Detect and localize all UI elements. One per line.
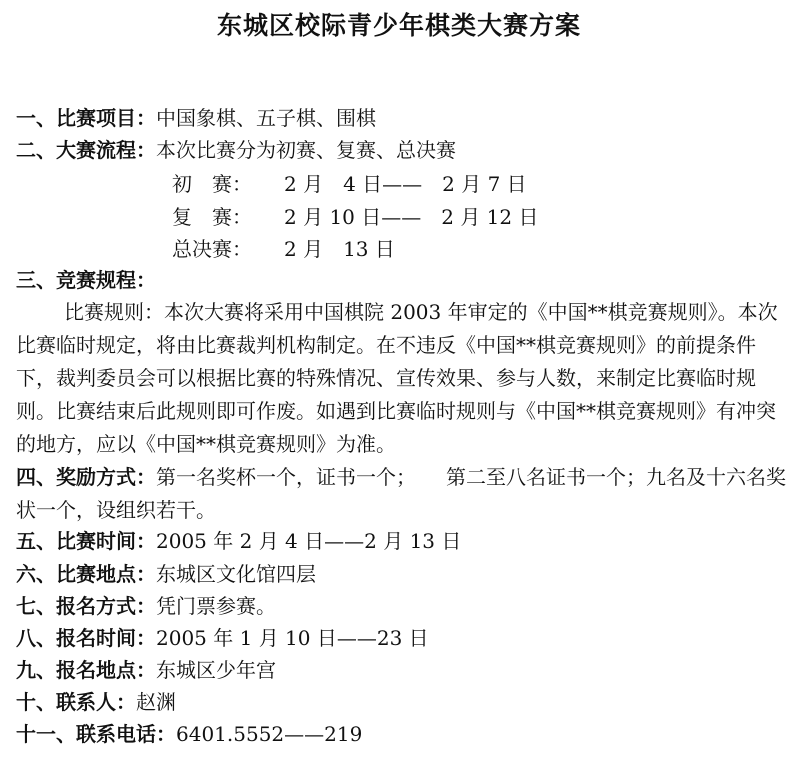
item-label: 四、奖励方式： <box>16 465 156 489</box>
item-value: 东城区文化馆四层 <box>156 562 316 586</box>
item-competition-events <box>16 104 376 132</box>
item-label: 五、比赛时间： <box>16 529 156 553</box>
item-competition-process <box>16 136 456 164</box>
item-value: 2005 年 2 月 4 日——2 月 13 日 <box>156 529 462 553</box>
item-label: 八、报名时间： <box>16 626 156 650</box>
item-value: 中国象棋、五子棋、围棋 <box>156 106 376 130</box>
item-label: 一、比赛项目： <box>16 106 156 130</box>
item-label: 十、联系人： <box>16 690 136 714</box>
document-title: 东城区校际青少年棋类大赛方案 <box>216 11 581 40</box>
item-value: 赵渊 <box>136 690 176 714</box>
item-label: 九、报名地点： <box>16 658 156 682</box>
item-label: 二、大赛流程： <box>16 138 156 162</box>
schedule-stage: 复 赛： <box>172 205 252 229</box>
rules-paragraph <box>16 296 786 461</box>
item-contact-phone <box>16 720 362 748</box>
item-label: 六、比赛地点： <box>16 562 156 586</box>
item-registration-venue <box>16 656 276 684</box>
item-label: 三、竞赛规程： <box>16 268 156 292</box>
item-value: 东城区少年宫 <box>156 658 276 682</box>
item-value: 第一名奖杯一个，证书一个； 第二至八名证书一个；九名及十六名奖状一个，设组织若干。 <box>16 465 786 522</box>
item-rules-heading <box>16 266 156 294</box>
schedule-dates: 2 月 13 日 <box>284 237 395 261</box>
schedule-stage: 初 赛： <box>172 172 252 196</box>
item-awards <box>16 461 786 527</box>
item-registration-time <box>16 624 429 652</box>
schedule-stage: 总决赛： <box>172 237 252 261</box>
rules-text: 比赛规则：本次大赛将采用中国棋院 2003 年审定的《中国**棋竞赛规则》。本次比赛临时规定，将由比赛裁判机构制定。在不违反《中国**棋竞赛规则》的前提条件下，裁判委员会可以根据比赛的特殊情况、宣传效果、参与人数，来制定比赛临时规则。比赛结束后此规则即可作废。如遇到比赛临时规则与《中国**棋竞赛规则》有冲突的地方，应以《中国**棋竞赛规则》为准。 <box>16 300 778 456</box>
item-competition-venue <box>16 560 316 588</box>
item-value: 凭门票参赛。 <box>156 594 276 618</box>
item-competition-time <box>16 527 461 555</box>
item-value: 6401.5552——219 <box>176 722 363 746</box>
schedule-dates: 2 月 4 日—— 2 月 7 日 <box>284 172 527 196</box>
schedule-dates: 2 月 10 日—— 2 月 12 日 <box>284 205 539 229</box>
item-label: 七、报名方式： <box>16 594 156 618</box>
item-registration-method <box>16 592 276 620</box>
item-value: 本次比赛分为初赛、复赛、总决赛 <box>156 138 456 162</box>
item-value: 2005 年 1 月 10 日——23 日 <box>156 626 429 650</box>
item-label: 十一、联系电话： <box>16 722 176 746</box>
item-contact-person <box>16 688 176 716</box>
